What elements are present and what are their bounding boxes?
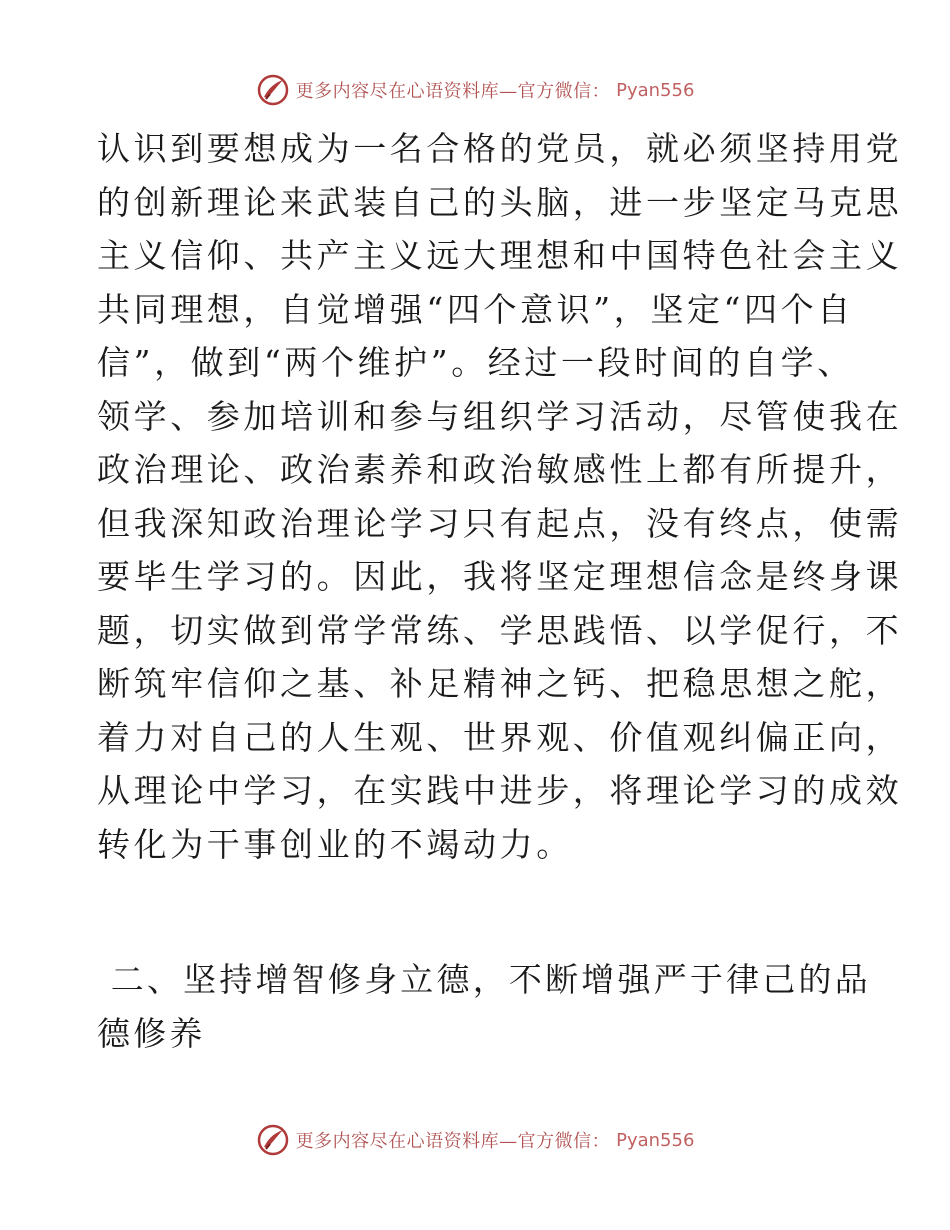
paragraph-line: 的创新理论来武装自己的头脑，进一步坚定马克思 (97, 182, 903, 222)
paragraph-line: 从理论中学习，在实践中进步，将理论学习的成效 (97, 771, 903, 810)
paragraph-line: 着力对自己的人生观、世界观、价值观纠偏正向， (97, 717, 903, 757)
section-heading (97, 953, 871, 1060)
heading-line: 二、坚持增智修身立德，不断增强严于律己的品 (97, 960, 871, 999)
footer-watermark (0, 1120, 950, 1160)
watermark-text: 更多内容尽在心语资料库—官方微信： (295, 81, 611, 102)
quill-pen-logo-icon (256, 73, 290, 107)
paragraph-line: 题，切实做到常学常练、学思践悟、以学促行，不 (97, 610, 903, 650)
paragraph-line: 共同理想，自觉增强“四个意识”，坚定“四个自 (97, 289, 854, 329)
paragraph-line: 但我深知政治理论学习只有起点，没有终点，使需 (97, 503, 903, 543)
quill-pen-logo-icon (256, 1123, 290, 1157)
paragraph-line: 信”，做到“两个维护”。经过一段时间的自学、 (97, 343, 854, 382)
watermark-wechat-id: Pyan556 (616, 79, 695, 101)
paragraph-line: 政治理论、政治素养和政治敏感性上都有所提升， (97, 450, 903, 489)
paragraph-line: 转化为干事创业的不竭动力。 (97, 824, 573, 864)
paragraph-line: 认识到要想成为一名合格的党员，就必须坚持用党 (97, 129, 903, 168)
paragraph-line: 主义信仰、共产主义远大理想和中国特色社会主义 (97, 236, 903, 275)
watermark-wechat-id: Pyan556 (616, 1129, 695, 1151)
document-paragraph (97, 122, 903, 871)
heading-line: 德修养 (97, 1013, 206, 1053)
paragraph-line: 领学、参加培训和参与组织学习活动，尽管使我在 (97, 396, 903, 436)
header-watermark (0, 70, 950, 110)
paragraph-line: 断筑牢信仰之基、补足精神之钙、把稳思想之舵， (97, 664, 903, 703)
paragraph-line: 要毕生学习的。因此，我将坚定理想信念是终身课 (97, 557, 903, 596)
watermark-text: 更多内容尽在心语资料库—官方微信： (295, 1131, 611, 1152)
